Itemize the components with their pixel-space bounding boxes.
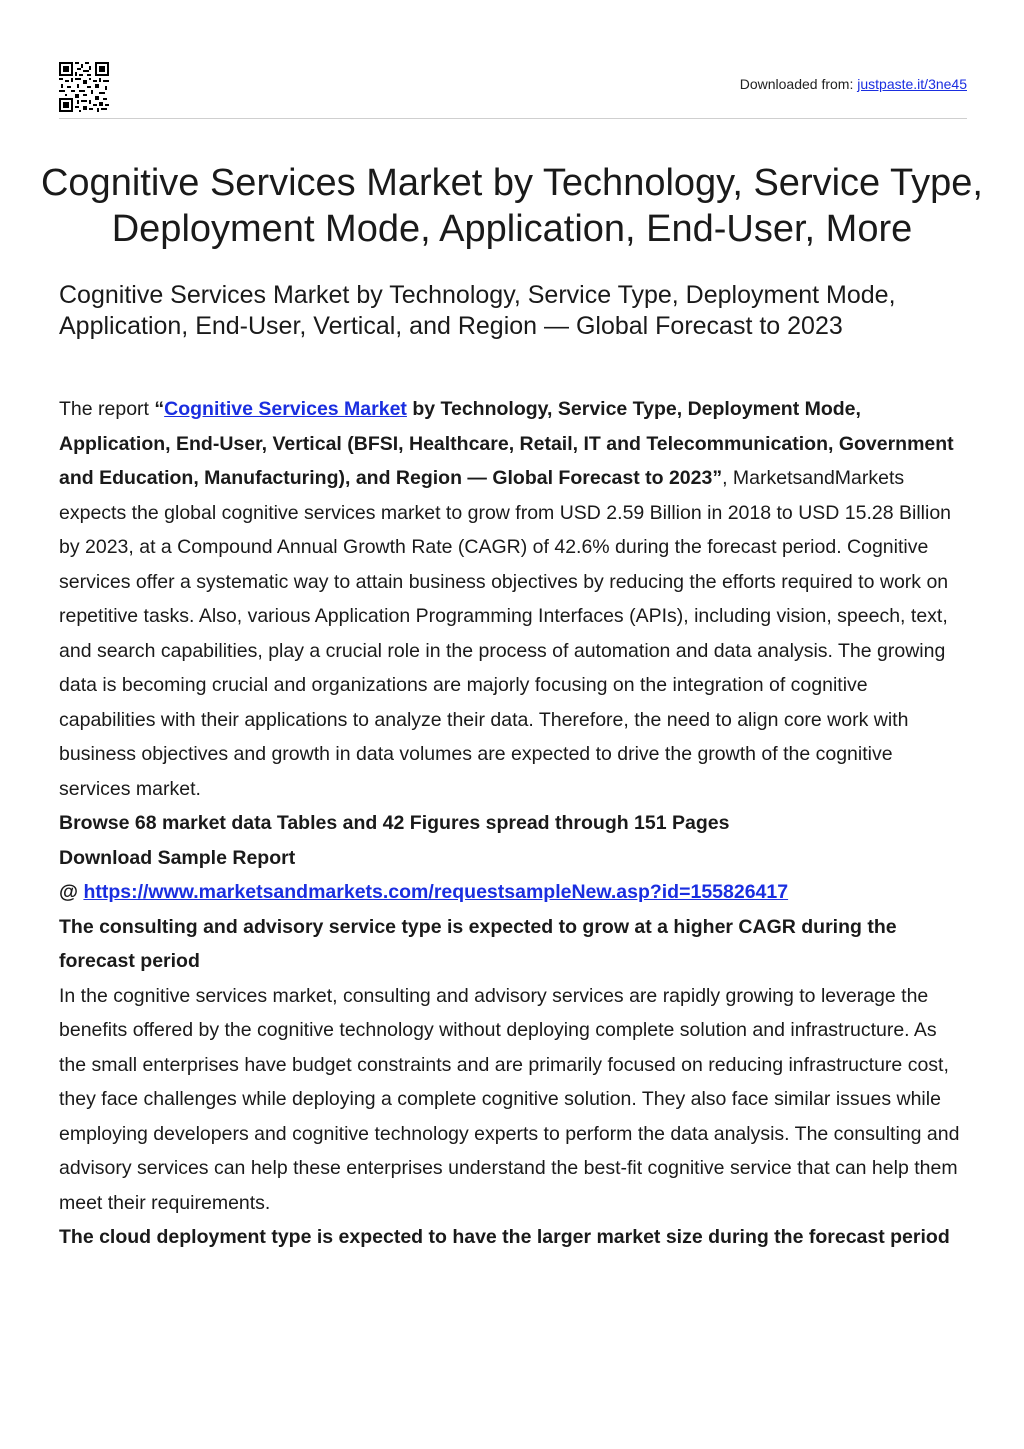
download-source (740, 76, 967, 92)
page-title: Cognitive Services Market by Technology, Service Type, Deployment Mode, Application, End-User, More (40, 162, 983, 250)
section-heading-cloud: The cloud deployment type is expected to have the larger market size during the forecast period (59, 1226, 950, 1248)
sample-url-line (59, 875, 967, 910)
intro-paragraph (59, 392, 967, 806)
intro-text: , MarketsandMarkets expects the global cognitive services market to grow from USD 2.59 Billion in 2018 to USD 15.28 Billion by 2023, at a Compound Annual Growth Rate (CAGR) of 42.6% during the forecast period. Cognitive services offer a systematic way to attain business objectives by reducing the efforts required to work on repetitive tasks. Also, various Application Programming Interfaces (APIs), including vision, speech, text, and search capabilities, play a crucial role in the process of automation and data analysis. The growing data is becoming crucial and organizations are majorly focusing on the integration of cognitive capabilities with their applications to analyze their data. Therefore, the need to align core work with business objectives and growth in data volumes are expected to drive the growth of the cognitive services market. (59, 467, 952, 800)
page-header (59, 58, 967, 119)
article-body (59, 392, 967, 1255)
download-sample-heading: Download Sample Report (59, 846, 296, 869)
intro-report-title: by Technology, Service Type, Deployment Mode, Application, End-User, Vertical (BFSI, Healthcare, Retail, IT and Telecommunication, Government and Education, Manufacturing), and Region — Global Forecast to 2023” (59, 398, 954, 489)
download-source-label: Downloaded from: (739, 76, 858, 92)
intro-lead: The report (59, 398, 155, 420)
intro-open-quote: “ (154, 398, 165, 420)
at-symbol: @ (59, 881, 84, 903)
section-text-consulting: In the cognitive services market, consulting and advisory services are rapidly growing to leverage the benefits offered by the cognitive technology without deploying complete solution and infrastructure. As the small enterprises have budget constraints and are primarily focused on reducing infrastructure cost, they face challenges while deploying a complete cognitive solution. They also face similar issues while employing developers and cognitive technology experts to perform the data analysis. The consulting and advisory services can help these enterprises understand the best-fit cognitive service that can help them meet their requirements. (59, 984, 960, 1214)
download-source-link[interactable]: justpaste.it/3ne45 (857, 76, 967, 92)
qr-code-icon (59, 62, 109, 112)
sample-report-link[interactable]: https://www.marketsandmarkets.com/requestsampleNew.asp?id=155826417 (83, 881, 789, 903)
market-report-link[interactable]: Cognitive Services Market (164, 398, 407, 420)
page-subtitle: Cognitive Services Market by Technology, Service Type, Deployment Mode, Application, End-User, Vertical, and Region — Global Forecast to 2023 (59, 281, 896, 340)
section-heading-consulting: The consulting and advisory service type is expected to grow at a higher CAGR during the forecast period (59, 915, 897, 972)
browse-line: Browse 68 market data Tables and 42 Figures spread through 151 Pages (59, 812, 730, 834)
